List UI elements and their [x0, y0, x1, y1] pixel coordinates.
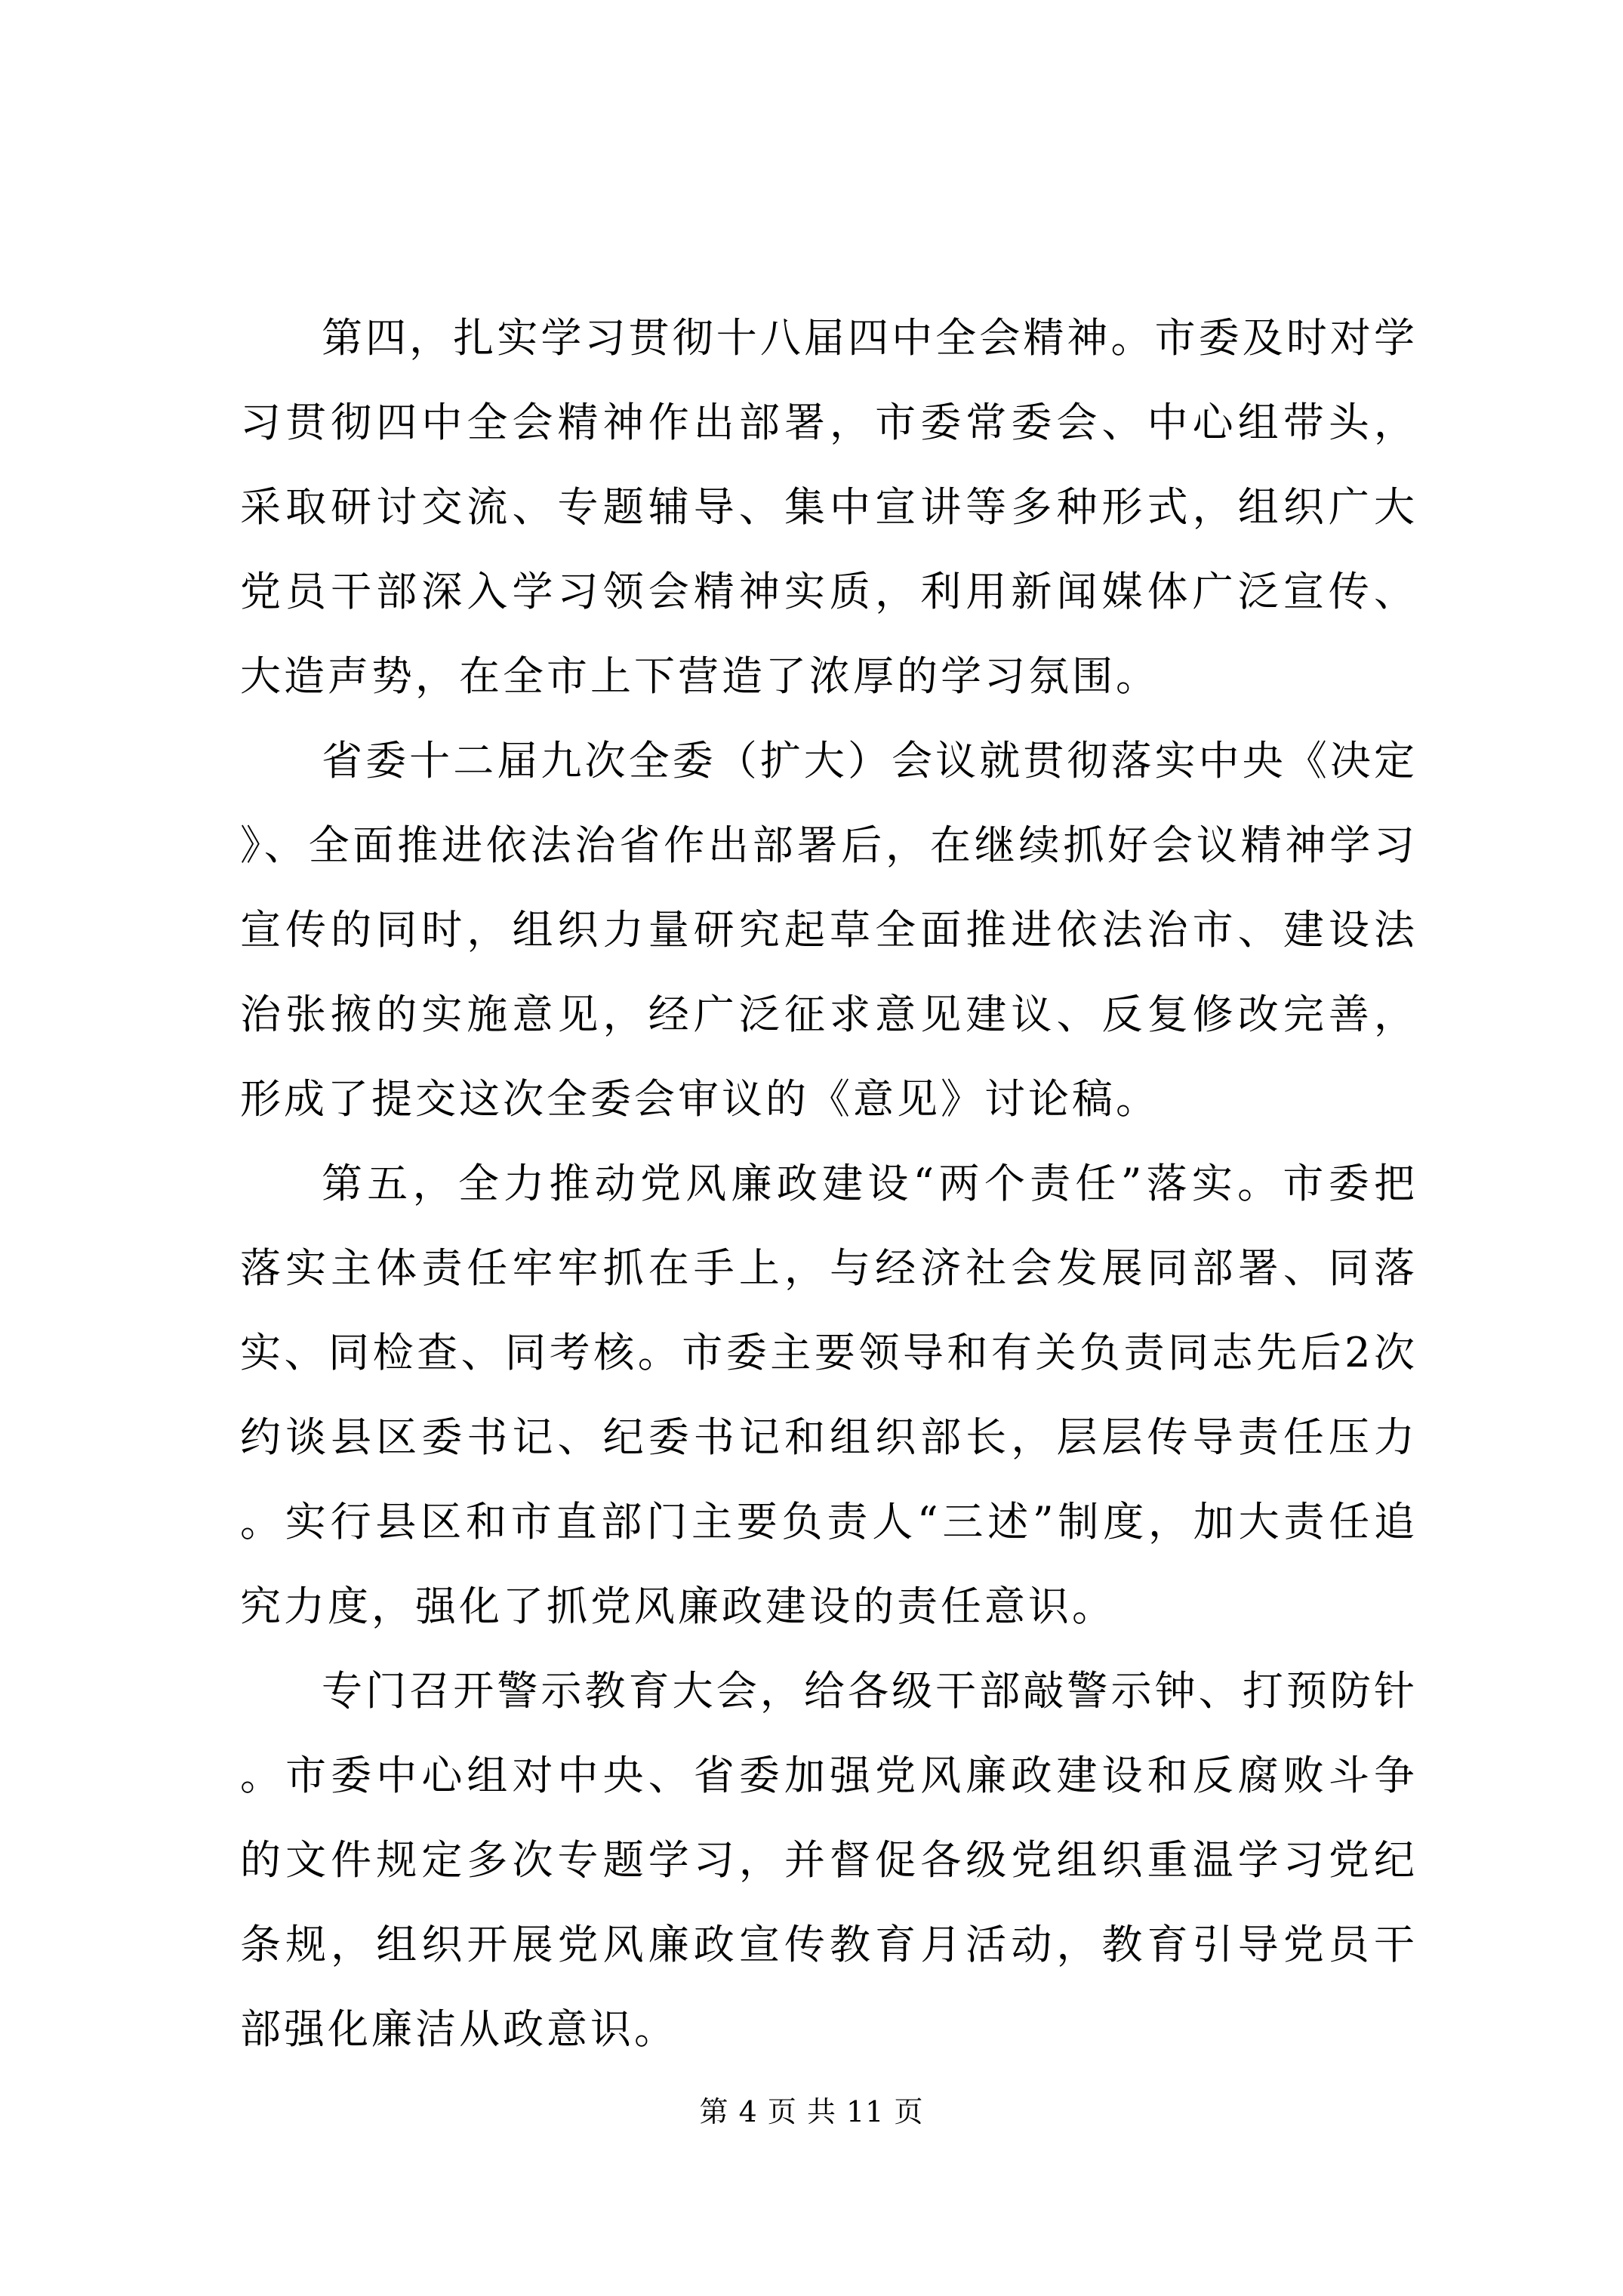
document-body — [240, 296, 1418, 2072]
paragraph-two-responsibilities: 第五，全力推动党风廉政建设“两个责任”落实。市委把落实主体责任牢牢抓在手上，与经济社会发展同部署、同落实、同检查、同考核。市委主要领导和有关负责同志先后2次约谈县区委书记、纪委书记和组织部长，层层传导责任压力。实行县区和市直部门主要负责人“三述”制度，加大责任追究力度，强化了抓党风廉政建设的责任意识。 — [240, 1160, 1418, 1630]
paragraph-warning-education: 专门召开警示教育大会，给各级干部敲警示钟、打预防针。市委中心组对中央、省委加强党风廉政建设和反腐败斗争的文件规定多次专题学习，并督促各级党组织重温学习党纪条规，组织开展党风廉政宣传教育月活动，教育引导党员干部强化廉洁从政意识。 — [240, 1667, 1418, 2053]
paragraph-rule-of-law-opinion: 省委十二届九次全委（扩大）会议就贯彻落实中央《决定》、全面推进依法治省作出部署后，在继续抓好会议精神学习宣传的同时，组织力量研究起草全面推进依法治市、建设法治张掖的实施意见，经广泛征求意见建议、反复修改完善，形成了提交这次全委会审议的《意见》讨论稿。 — [240, 737, 1418, 1123]
page-footer-page-number: 第 4 页 共 11 页 — [699, 2095, 924, 2128]
paragraph-study-fourth-plenum: 第四，扎实学习贯彻十八届四中全会精神。市委及时对学习贯彻四中全会精神作出部署，市委常委会、中心组带头，采取研讨交流、专题辅导、集中宣讲等多种形式，组织广大党员干部深入学习领会精神实质，利用新闻媒体广泛宣传、大造声势，在全市上下营造了浓厚的学习氛围。 — [240, 314, 1418, 700]
